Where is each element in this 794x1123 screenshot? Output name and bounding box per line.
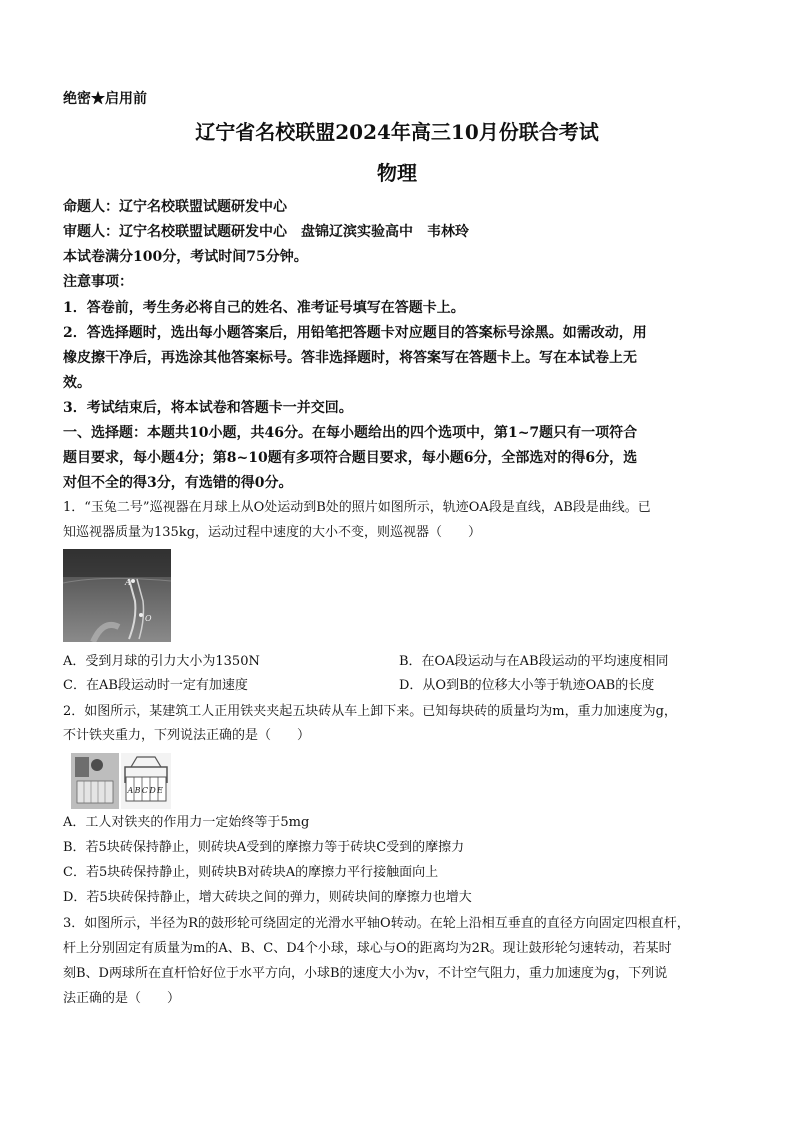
q3-stem-line-4: 法正确的是（ ） xyxy=(63,991,181,1006)
label-o: O xyxy=(145,614,152,623)
setter-line: 命题人：辽宁名校联盟试题研发中心 xyxy=(63,199,287,215)
q1-option-d: D．从O到B的位移大小等于轨迹OAB的长度 xyxy=(399,678,655,693)
q2-option-d: D．若5块砖保持静止，增大砖块之间的弹力，则砖块间的摩擦力也增大 xyxy=(63,890,472,905)
q1-option-c: C．在AB段运动时一定有加速度 xyxy=(63,678,248,693)
note-3: 3．考试结束后，将本试卷和答题卡一并交回。 xyxy=(63,400,353,416)
q2-stem-line-1: 2．如图所示，某建筑工人正用铁夹夹起五块砖从车上卸下来。已知每块砖的质量均为m，重力加速度为g， xyxy=(63,704,677,719)
reviewer-line: 审题人：辽宁名校联盟试题研发中心 盘锦辽滨实验高中 韦林玲 xyxy=(63,224,469,240)
q3-stem-line-2: 杆上分别固定有质量为m的A、B、C、D4个小球，球心与O的距离均为2R。现让鼓形轮匀速转动，若某时 xyxy=(63,941,672,956)
q2-option-c: C．若5块砖保持静止，则砖块B对砖块A的摩擦力平行接触面向上 xyxy=(63,865,439,880)
lunar-track-image xyxy=(63,549,171,642)
q2-option-a: A．工人对铁夹的作用力一定始终等于5mg xyxy=(63,815,310,830)
note-2-line-3: 效。 xyxy=(63,375,91,391)
q1-option-a: A．受到月球的引力大小为1350N xyxy=(63,654,260,669)
section-1-line-3: 对但不全的得3分，有选错的得0分。 xyxy=(63,475,293,491)
q2-option-b: B．若5块砖保持静止，则砖块A受到的摩擦力等于砖块C受到的摩擦力 xyxy=(63,840,465,855)
brick-clamp-image xyxy=(71,753,171,809)
label-a: A xyxy=(125,578,131,587)
secret-mark: 绝密★启用前 xyxy=(63,91,147,107)
score-time-line: 本试卷满分100分，考试时间75分钟。 xyxy=(63,249,308,265)
notes-title: 注意事项： xyxy=(63,274,133,290)
q1-option-b: B．在OA段运动与在AB段运动的平均速度相同 xyxy=(399,654,669,669)
section-1-line-1: 一、选择题：本题共10小题，共46分。在每小题给出的四个选项中，第1~7题只有一项符合 xyxy=(63,425,638,441)
q2-brick-clamp-figure xyxy=(71,753,171,809)
brick-labels: ABCDE xyxy=(127,786,165,795)
exam-title: 辽宁省名校联盟2024年高三10月份联合考试 xyxy=(195,120,599,144)
q1-lunar-rover-photo xyxy=(63,549,171,642)
note-1: 1．答卷前，考生务必将自己的姓名、准考证号填写在答题卡上。 xyxy=(63,300,465,316)
q1-stem-line-1: 1．“玉兔二号”巡视器在月球上从O处运动到B处的照片如图所示，轨迹OA段是直线，AB段是曲线。已 xyxy=(63,500,651,515)
note-2-line-2: 橡皮擦干净后，再选涂其他答案标号。答非选择题时，将答案写在答题卡上。写在本试卷上无 xyxy=(63,350,637,366)
subject-title: 物理 xyxy=(377,161,417,185)
q3-stem-line-3: 刻B、D两球所在直杆恰好位于水平方向，小球B的速度大小为v，不计空气阻力，重力加速度为g，下列说 xyxy=(63,966,668,981)
q1-stem-line-2: 知巡视器质量为135kg，运动过程中速度的大小不变，则巡视器（ ） xyxy=(63,525,482,540)
note-2-line-1: 2．答选择题时，选出每小题答案后，用铅笔把答题卡对应题目的答案标号涂黑。如需改动，用 xyxy=(63,325,647,341)
section-1-line-2: 题目要求，每小题4分；第8~10题有多项符合题目要求，每小题6分，全部选对的得6分，选 xyxy=(63,450,638,466)
q3-stem-line-1: 3．如图所示，半径为R的鼓形轮可绕固定的光滑水平轴O转动。在轮上沿相互垂直的直径方向固定四根直杆， xyxy=(63,916,690,931)
q2-stem-line-2: 不计铁夹重力，下列说法正确的是（ ） xyxy=(63,728,311,743)
